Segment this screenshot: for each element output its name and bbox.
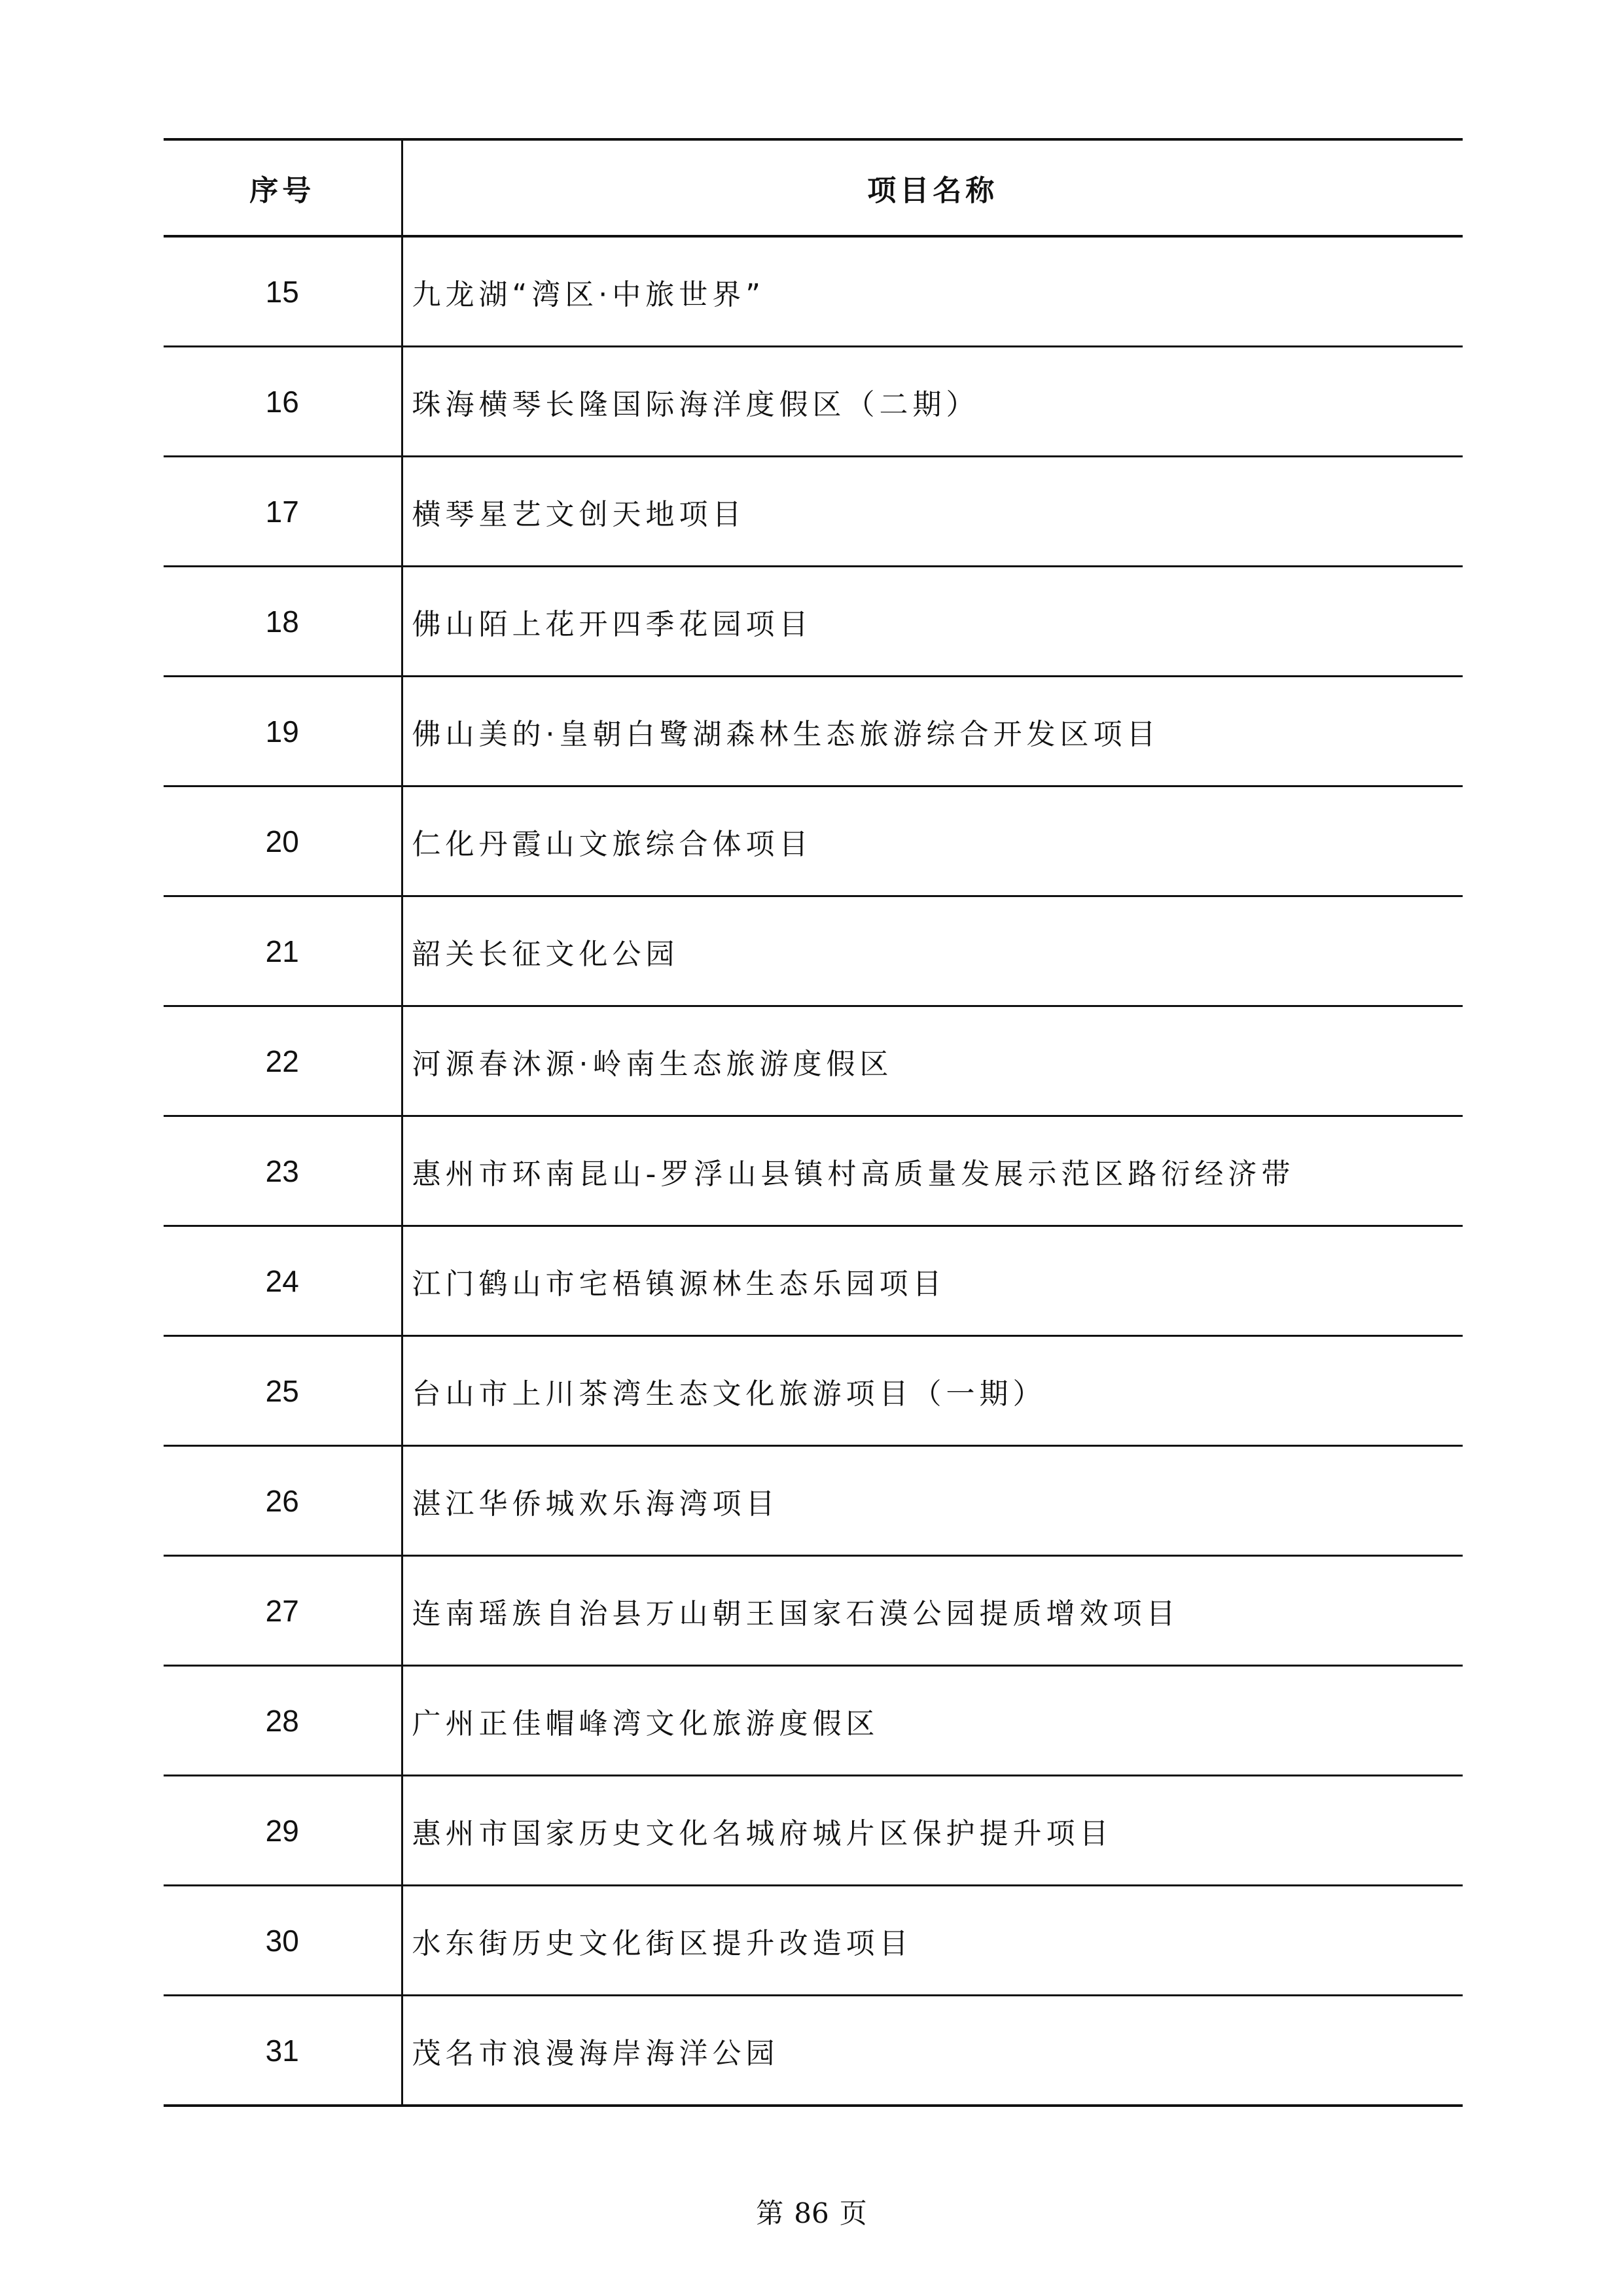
table-row bbox=[164, 1446, 1463, 1556]
project-name-cell: 横琴星艺文创天地项目 bbox=[402, 457, 1463, 567]
project-name-cell: 江门鹤山市宅梧镇源林生态乐园项目 bbox=[402, 1226, 1463, 1336]
serial-number-cell: 23 bbox=[164, 1116, 402, 1226]
page-label-suffix: 页 bbox=[839, 2197, 867, 2229]
project-table-container bbox=[164, 138, 1463, 2107]
table-header-row bbox=[164, 139, 1463, 236]
page-footer bbox=[0, 2192, 1623, 2231]
serial-number-cell: 18 bbox=[164, 567, 402, 677]
table-row bbox=[164, 1996, 1463, 2106]
table-row bbox=[164, 1336, 1463, 1446]
project-name-cell: 仁化丹霞山文旅综合体项目 bbox=[402, 786, 1463, 896]
table-row bbox=[164, 1226, 1463, 1336]
table-row bbox=[164, 786, 1463, 896]
header-serial-number: 序号 bbox=[164, 139, 402, 236]
serial-number-cell: 20 bbox=[164, 786, 402, 896]
table-row bbox=[164, 236, 1463, 347]
serial-number-cell: 29 bbox=[164, 1776, 402, 1886]
serial-number-cell: 27 bbox=[164, 1556, 402, 1666]
project-name-cell: 台山市上川茶湾生态文化旅游项目（一期） bbox=[402, 1336, 1463, 1446]
serial-number-cell: 15 bbox=[164, 236, 402, 347]
table-row bbox=[164, 1886, 1463, 1996]
table-row bbox=[164, 347, 1463, 457]
table-row bbox=[164, 1666, 1463, 1776]
serial-number-cell: 16 bbox=[164, 347, 402, 457]
project-name-cell: 韶关长征文化公园 bbox=[402, 896, 1463, 1006]
table-row bbox=[164, 457, 1463, 567]
project-table bbox=[164, 138, 1463, 2107]
serial-number-cell: 25 bbox=[164, 1336, 402, 1446]
project-name-cell: 连南瑶族自治县万山朝王国家石漠公园提质增效项目 bbox=[402, 1556, 1463, 1666]
project-name-cell: 佛山美的·皇朝白鹭湖森林生态旅游综合开发区项目 bbox=[402, 677, 1463, 786]
project-name-cell: 湛江华侨城欢乐海湾项目 bbox=[402, 1446, 1463, 1556]
serial-number-cell: 17 bbox=[164, 457, 402, 567]
project-name-cell: 广州正佳帽峰湾文化旅游度假区 bbox=[402, 1666, 1463, 1776]
table-row bbox=[164, 677, 1463, 786]
project-name-cell: 惠州市环南昆山-罗浮山县镇村高质量发展示范区路衍经济带 bbox=[402, 1116, 1463, 1226]
serial-number-cell: 31 bbox=[164, 1996, 402, 2106]
project-name-cell: 九龙湖“湾区·中旅世界” bbox=[402, 236, 1463, 347]
table-row bbox=[164, 896, 1463, 1006]
project-name-cell: 惠州市国家历史文化名城府城片区保护提升项目 bbox=[402, 1776, 1463, 1886]
project-name-cell: 珠海横琴长隆国际海洋度假区（二期） bbox=[402, 347, 1463, 457]
table-row bbox=[164, 1556, 1463, 1666]
serial-number-cell: 21 bbox=[164, 896, 402, 1006]
serial-number-cell: 26 bbox=[164, 1446, 402, 1556]
serial-number-cell: 28 bbox=[164, 1666, 402, 1776]
page-label-prefix: 第 bbox=[756, 2197, 784, 2229]
serial-number-cell: 19 bbox=[164, 677, 402, 786]
table-row bbox=[164, 567, 1463, 677]
project-name-cell: 佛山陌上花开四季花园项目 bbox=[402, 567, 1463, 677]
project-name-cell: 河源春沐源·岭南生态旅游度假区 bbox=[402, 1006, 1463, 1116]
project-name-cell: 茂名市浪漫海岸海洋公园 bbox=[402, 1996, 1463, 2106]
page-number: 86 bbox=[794, 2197, 829, 2229]
project-name-cell: 水东街历史文化街区提升改造项目 bbox=[402, 1886, 1463, 1996]
table-row bbox=[164, 1776, 1463, 1886]
header-project-name: 项目名称 bbox=[402, 139, 1463, 236]
serial-number-cell: 30 bbox=[164, 1886, 402, 1996]
serial-number-cell: 24 bbox=[164, 1226, 402, 1336]
table-row bbox=[164, 1006, 1463, 1116]
serial-number-cell: 22 bbox=[164, 1006, 402, 1116]
table-row bbox=[164, 1116, 1463, 1226]
